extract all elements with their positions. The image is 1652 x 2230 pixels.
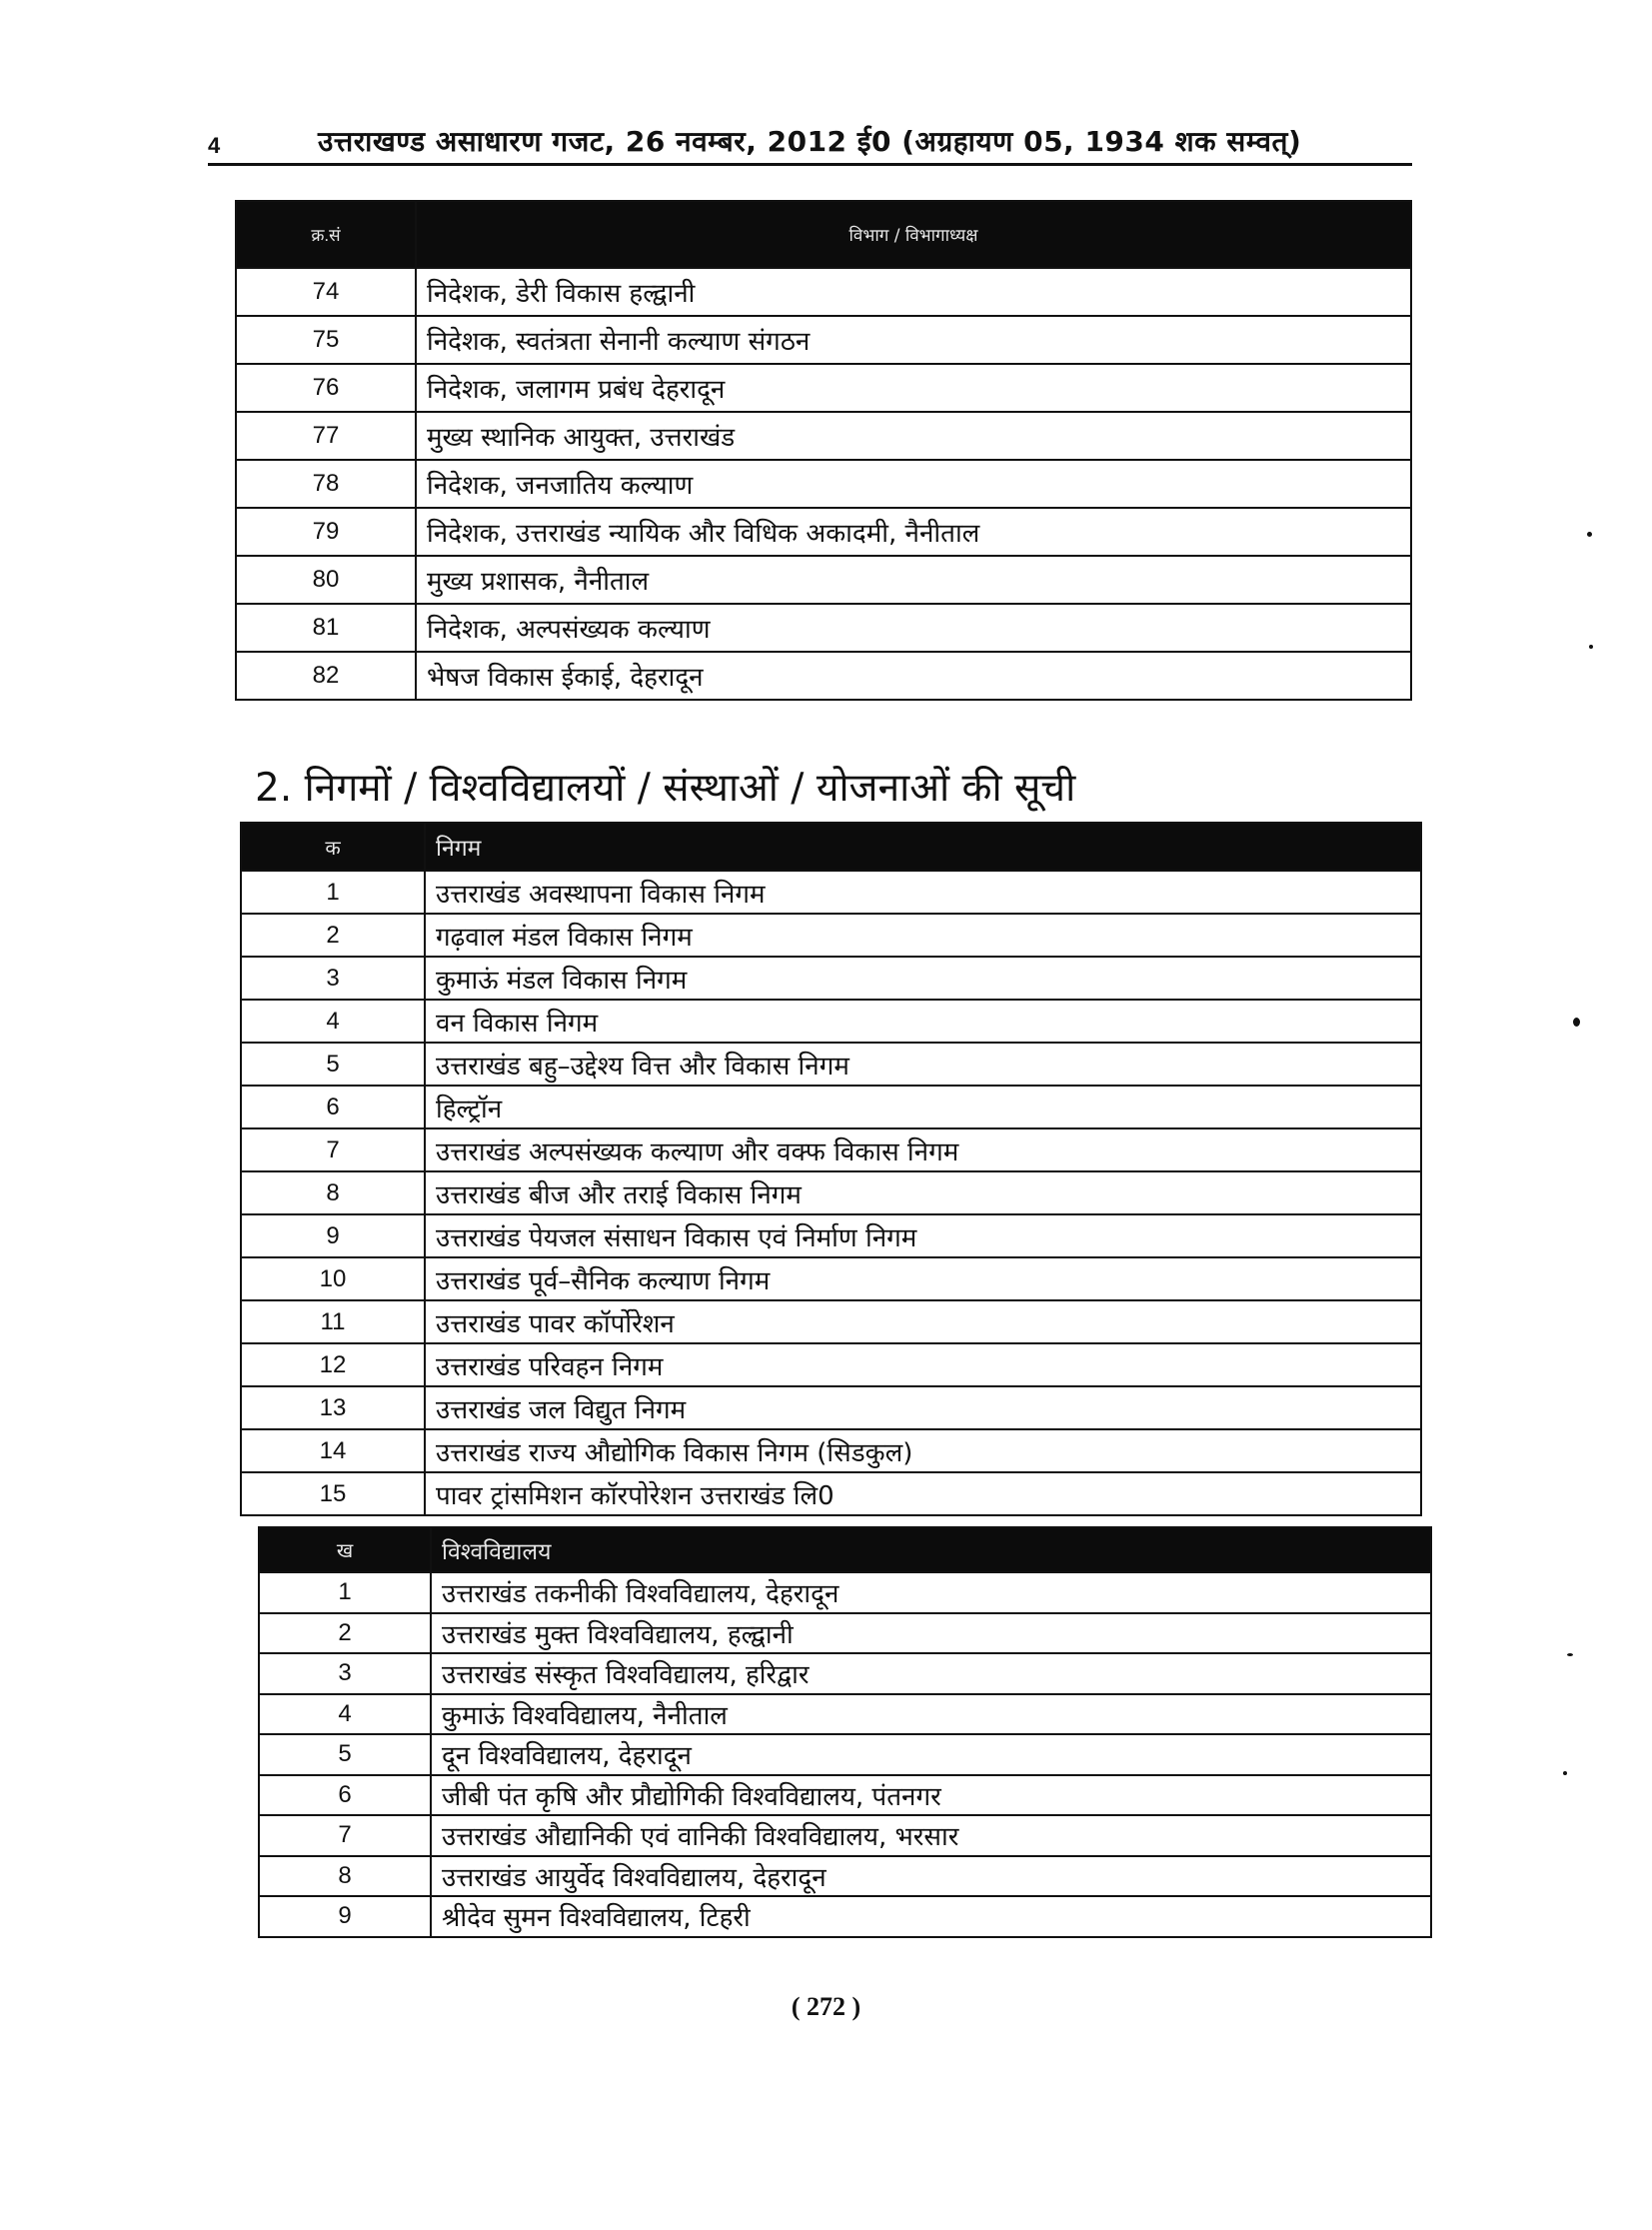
serial-number-cell: 10: [241, 1257, 425, 1300]
table-row: [259, 1653, 1431, 1694]
scan-speck: [1567, 1653, 1573, 1656]
table-row: [259, 1734, 1431, 1775]
name-cell: निदेशक, स्वतंत्रता सेनानी कल्याण संगठन: [416, 316, 1411, 364]
serial-number-cell: 11: [241, 1300, 425, 1343]
name-cell: कुमाऊं विश्वविद्यालय, नैनीताल: [431, 1694, 1431, 1735]
serial-number-cell: 2: [259, 1613, 431, 1654]
table-row: [259, 1572, 1431, 1613]
serial-number-cell: 81: [236, 604, 416, 652]
name-cell: उत्तराखंड अल्पसंख्यक कल्याण और वक्फ विकास निगम: [425, 1128, 1421, 1171]
name-cell: उत्तराखंड औद्यानिकी एवं वानिकी विश्वविद्यालय, भरसार: [431, 1815, 1431, 1856]
name-cell: वन विकास निगम: [425, 1000, 1421, 1043]
section-heading: 2. निगमों / विश्वविद्यालयों / संस्थाओं / योजनाओं की सूची: [255, 766, 1076, 811]
name-cell: उत्तराखंड बीज और तराई विकास निगम: [425, 1171, 1421, 1214]
table-row: [241, 914, 1421, 957]
serial-number-cell: 3: [241, 957, 425, 1000]
name-cell: श्रीदेव सुमन विश्वविद्यालय, टिहरी: [431, 1896, 1431, 1937]
department-column-header: विभाग / विभागाध्यक्ष: [416, 201, 1411, 268]
serial-number-cell: 76: [236, 364, 416, 412]
table-row: [236, 268, 1411, 316]
serial-number-cell: 80: [236, 556, 416, 604]
serial-number-cell: 4: [241, 1000, 425, 1043]
name-cell: निदेशक, जनजातिय कल्याण: [416, 460, 1411, 508]
scan-speck: [1589, 645, 1593, 649]
table-row: [241, 1472, 1421, 1515]
name-cell: उत्तराखंड परिवहन निगम: [425, 1343, 1421, 1386]
serial-number-cell: 5: [241, 1043, 425, 1086]
serial-number-cell: 14: [241, 1429, 425, 1472]
table-row: [241, 1214, 1421, 1257]
table-row: [259, 1815, 1431, 1856]
scan-speck: [1587, 532, 1592, 537]
name-cell: उत्तराखंड अवस्थापना विकास निगम: [425, 871, 1421, 914]
table-header-row: [241, 823, 1421, 871]
serial-number-cell: 6: [241, 1086, 425, 1128]
serial-number-cell: 2: [241, 914, 425, 957]
table-row: [236, 652, 1411, 700]
departments-table: [235, 200, 1412, 701]
table-row: [236, 508, 1411, 556]
name-cell: उत्तराखंड पूर्व–सैनिक कल्याण निगम: [425, 1257, 1421, 1300]
serial-number-cell: 15: [241, 1472, 425, 1515]
serial-number-cell: 74: [236, 268, 416, 316]
table-row: [236, 460, 1411, 508]
serial-number-cell: 5: [259, 1734, 431, 1775]
serial-number-cell: 78: [236, 460, 416, 508]
table-row: [241, 1043, 1421, 1086]
serial-column-header: क्र.सं: [236, 201, 416, 268]
table-row: [241, 1128, 1421, 1171]
serial-number-cell: 9: [259, 1896, 431, 1937]
page-number: 4: [208, 133, 221, 158]
serial-number-cell: 1: [259, 1572, 431, 1613]
name-cell: निदेशक, उत्तराखंड न्यायिक और विधिक अकादमी, नैनीताल: [416, 508, 1411, 556]
table-row: [236, 412, 1411, 460]
serial-number-cell: 6: [259, 1775, 431, 1816]
name-cell: उत्तराखंड पावर कॉर्पोरेशन: [425, 1300, 1421, 1343]
name-cell: उत्तराखंड बहु–उद्देश्य वित्त और विकास निगम: [425, 1043, 1421, 1086]
table-row: [236, 556, 1411, 604]
header-divider: [208, 163, 1412, 166]
name-cell: निदेशक, डेरी विकास हल्द्वानी: [416, 268, 1411, 316]
serial-column-header: ख: [259, 1527, 431, 1572]
serial-number-cell: 4: [259, 1694, 431, 1735]
gazette-header-title: उत्तराखण्ड असाधारण गजट, 26 नवम्बर, 2012 ई0 (अग्रहायण 05, 1934 शक सम्वत्): [318, 125, 1302, 158]
table-row: [241, 1086, 1421, 1128]
name-cell: गढ़वाल मंडल विकास निगम: [425, 914, 1421, 957]
table-header-row: [236, 201, 1411, 268]
table-row: [241, 1343, 1421, 1386]
nigam-column-header: निगम: [425, 823, 1421, 871]
table-row: [236, 364, 1411, 412]
serial-number-cell: 12: [241, 1343, 425, 1386]
name-cell: हिल्ट्रॉन: [425, 1086, 1421, 1128]
table-row: [236, 316, 1411, 364]
table-row: [241, 1386, 1421, 1429]
name-cell: मुख्य स्थानिक आयुक्त, उत्तराखंड: [416, 412, 1411, 460]
name-cell: उत्तराखंड आयुर्वेद विश्वविद्यालय, देहरादून: [431, 1856, 1431, 1897]
name-cell: कुमाऊं मंडल विकास निगम: [425, 957, 1421, 1000]
serial-number-cell: 8: [259, 1856, 431, 1897]
table-row: [241, 957, 1421, 1000]
table-row: [236, 604, 1411, 652]
table-row: [259, 1613, 1431, 1654]
serial-number-cell: 75: [236, 316, 416, 364]
serial-number-cell: 7: [259, 1815, 431, 1856]
page-footer-number: ( 272 ): [791, 1992, 861, 2021]
table-row: [241, 1000, 1421, 1043]
table-row: [241, 1429, 1421, 1472]
university-table: [258, 1526, 1432, 1938]
name-cell: पावर ट्रांसमिशन कॉरपोरेशन उत्तराखंड लि0: [425, 1472, 1421, 1515]
name-cell: दून विश्वविद्यालय, देहरादून: [431, 1734, 1431, 1775]
serial-number-cell: 13: [241, 1386, 425, 1429]
name-cell: भेषज विकास ईकाई, देहरादून: [416, 652, 1411, 700]
name-cell: उत्तराखंड संस्कृत विश्वविद्यालय, हरिद्वार: [431, 1653, 1431, 1694]
table-row: [259, 1896, 1431, 1937]
serial-number-cell: 3: [259, 1653, 431, 1694]
table-row: [259, 1856, 1431, 1897]
serial-number-cell: 79: [236, 508, 416, 556]
serial-number-cell: 9: [241, 1214, 425, 1257]
name-cell: उत्तराखंड मुक्त विश्वविद्यालय, हल्द्वानी: [431, 1613, 1431, 1654]
table-row: [241, 1171, 1421, 1214]
table-row: [259, 1775, 1431, 1816]
serial-number-cell: 82: [236, 652, 416, 700]
nigam-table: [240, 822, 1422, 1516]
name-cell: उत्तराखंड तकनीकी विश्वविद्यालय, देहरादून: [431, 1572, 1431, 1613]
serial-number-cell: 1: [241, 871, 425, 914]
table-row: [259, 1694, 1431, 1735]
name-cell: निदेशक, अल्पसंख्यक कल्याण: [416, 604, 1411, 652]
name-cell: उत्तराखंड जल विद्युत निगम: [425, 1386, 1421, 1429]
university-column-header: विश्वविद्यालय: [431, 1527, 1431, 1572]
table-header-row: [259, 1527, 1431, 1572]
serial-number-cell: 7: [241, 1128, 425, 1171]
scan-speck: [1573, 1018, 1580, 1027]
serial-number-cell: 77: [236, 412, 416, 460]
name-cell: निदेशक, जलागम प्रबंध देहरादून: [416, 364, 1411, 412]
table-row: [241, 1257, 1421, 1300]
scan-speck: [1563, 1771, 1567, 1775]
table-row: [241, 1300, 1421, 1343]
name-cell: उत्तराखंड राज्य औद्योगिक विकास निगम (सिडकुल): [425, 1429, 1421, 1472]
name-cell: उत्तराखंड पेयजल संसाधन विकास एवं निर्माण निगम: [425, 1214, 1421, 1257]
serial-column-header: क: [241, 823, 425, 871]
name-cell: मुख्य प्रशासक, नैनीताल: [416, 556, 1411, 604]
serial-number-cell: 8: [241, 1171, 425, 1214]
name-cell: जीबी पंत कृषि और प्रौद्योगिकी विश्वविद्यालय, पंतनगर: [431, 1775, 1431, 1816]
table-row: [241, 871, 1421, 914]
